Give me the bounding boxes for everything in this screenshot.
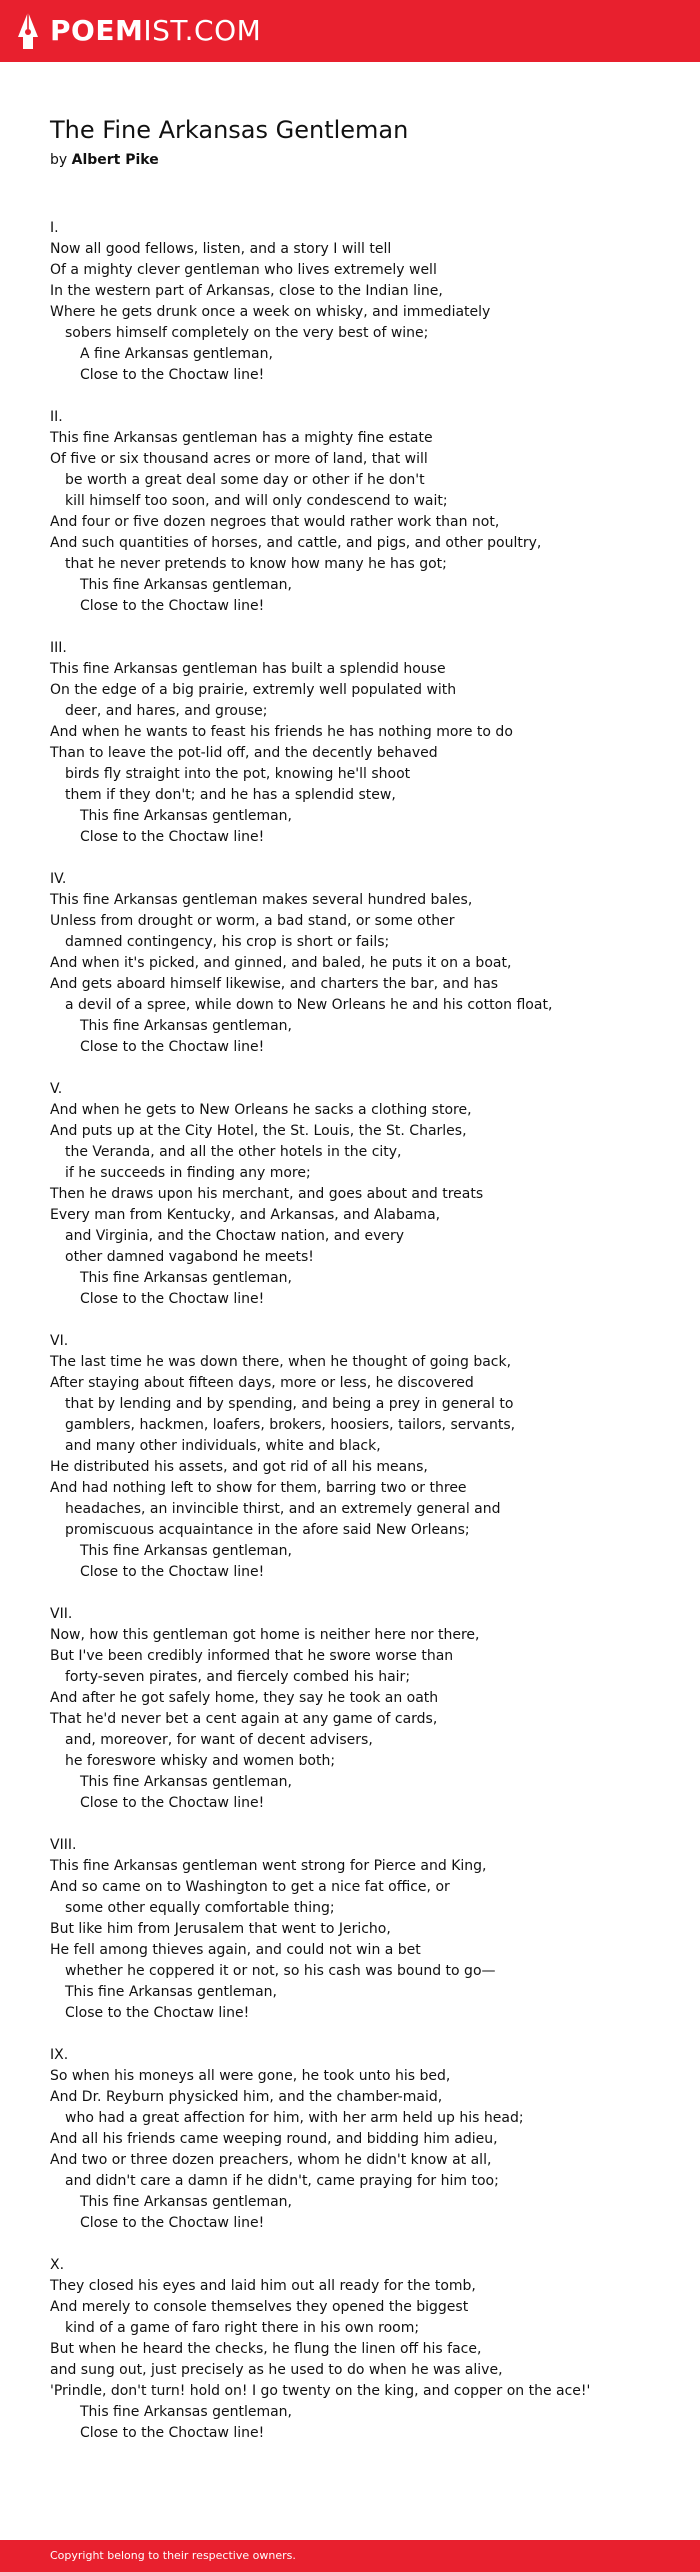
poem-line: deer, and hares, and grouse; [65, 703, 268, 719]
poem-line: some other equally comfortable thing; [65, 1900, 335, 1916]
poem-line: But like him from Jerusalem that went to Jericho, [50, 1921, 391, 1937]
poem-line: who had a great affection for him, with her arm held up his head; [65, 2110, 524, 2126]
poem-line: He fell among thieves again, and could not win a bet [50, 1942, 421, 1958]
poem-line: the Veranda, and all the other hotels in the city, [65, 1144, 402, 1160]
poem-line: that he never pretends to know how many he has got; [65, 556, 447, 572]
poem-line: This fine Arkansas gentleman, [80, 1270, 292, 1286]
poem-line: And all his friends came weeping round, and bidding him adieu, [50, 2131, 498, 2147]
poem-line: But when he heard the checks, he flung the linen off his face, [50, 2341, 482, 2357]
poem-line: damned contingency, his crop is short or fails; [65, 934, 390, 950]
poem-line: Than to leave the pot-lid off, and the decently behaved [50, 745, 438, 761]
stanza [50, 1604, 670, 1814]
stanza-number: II. [50, 409, 63, 425]
poem-line: This fine Arkansas gentleman, [80, 1018, 292, 1034]
stanza [50, 407, 670, 617]
poem-line: And two or three dozen preachers, whom he didn't know at all, [50, 2152, 492, 2168]
poem-byline [50, 150, 159, 170]
poem-line: This fine Arkansas gentleman, [65, 1984, 277, 2000]
poem-line: They closed his eyes and laid him out all ready for the tomb, [50, 2278, 476, 2294]
poem-line: And so came on to Washington to get a nice fat office, or [50, 1879, 450, 1895]
poem-line: And such quantities of horses, and cattle, and pigs, and other poultry, [50, 535, 542, 551]
poem-line: Close to the Choctaw line! [80, 2215, 265, 2231]
poem-line: Close to the Choctaw line! [80, 2425, 265, 2441]
copyright-text: Copyright belong to their respective owners. [50, 2549, 296, 2562]
site-footer [0, 2540, 700, 2572]
poem-line: And four or five dozen negroes that would rather work than not, [50, 514, 500, 530]
stanza-number: IV. [50, 871, 67, 887]
poem-line: After staying about fifteen days, more or less, he discovered [50, 1375, 474, 1391]
poem-line: This fine Arkansas gentleman went strong for Pierce and King, [50, 1858, 487, 1874]
poem-line: kill himself too soon, and will only condescend to wait; [65, 493, 448, 509]
poem-line: Of a mighty clever gentleman who lives extremely well [50, 262, 437, 278]
poem-line: And when he wants to feast his friends he has nothing more to do [50, 724, 513, 740]
poem-line: This fine Arkansas gentleman has a mighty fine estate [50, 430, 433, 446]
poem-line: He distributed his assets, and got rid of all his means, [50, 1459, 428, 1475]
stanza [50, 1079, 670, 1310]
poem-line: Close to the Choctaw line! [80, 1795, 265, 1811]
poem-line: A fine Arkansas gentleman, [80, 346, 273, 362]
poem-line: them if they don't; and he has a splendid stew, [65, 787, 396, 803]
site-logo-text: POEMIST.COM [50, 14, 262, 47]
stanza [50, 869, 670, 1058]
poem-line: if he succeeds in finding any more; [65, 1165, 311, 1181]
site-header [0, 0, 700, 62]
poem-line: Now all good fellows, listen, and a story I will tell [50, 241, 392, 257]
poem-line: This fine Arkansas gentleman, [80, 1543, 292, 1559]
site-logo-link[interactable] [16, 11, 261, 51]
stanza-number: IX. [50, 2047, 69, 2063]
poem-line: forty-seven pirates, and fiercely combed his hair; [65, 1669, 411, 1685]
poem-body [50, 218, 670, 2465]
stanza-number: VI. [50, 1333, 69, 1349]
stanza-number: I. [50, 220, 59, 236]
poem-line: Unless from drought or worm, a bad stand, or some other [50, 913, 455, 929]
poem-line: promiscuous acquaintance in the afore said New Orleans; [65, 1522, 470, 1538]
poem-line: and sung out, just precisely as he used to do when he was alive, [50, 2362, 503, 2378]
by-label: by [50, 152, 68, 168]
stanza [50, 2255, 670, 2444]
poem-line: and Virginia, and the Choctaw nation, and every [65, 1228, 405, 1244]
poem-line: This fine Arkansas gentleman, [80, 808, 292, 824]
stanza [50, 1835, 670, 2024]
poem-line: Close to the Choctaw line! [80, 598, 265, 614]
stanza [50, 638, 670, 848]
poem-line: Close to the Choctaw line! [80, 829, 265, 845]
poem-line: 'Prindle, don't turn! hold on! I go twenty on the king, and copper on the ace!' [50, 2383, 591, 2399]
poem-line: On the edge of a big prairie, extremly well populated with [50, 682, 457, 698]
stanza [50, 218, 670, 386]
poem-line: Of five or six thousand acres or more of land, that will [50, 451, 428, 467]
poem-line: That he'd never bet a cent again at any game of cards, [50, 1711, 438, 1727]
poem-line: gamblers, hackmen, loafers, brokers, hoosiers, tailors, servants, [65, 1417, 516, 1433]
poem-line: sobers himself completely on the very best of wine; [65, 325, 429, 341]
pen-nib-icon [16, 11, 40, 51]
poem-line: Close to the Choctaw line! [80, 367, 265, 383]
stanza-number: VII. [50, 1606, 73, 1622]
stanza-number: III. [50, 640, 67, 656]
poem-line: Close to the Choctaw line! [65, 2005, 250, 2021]
poem-line: a devil of a spree, while down to New Orleans he and his cotton float, [65, 997, 553, 1013]
poem-line: And when it's picked, and ginned, and baled, he puts it on a boat, [50, 955, 512, 971]
poem-line: Close to the Choctaw line! [80, 1039, 265, 1055]
poem-line: This fine Arkansas gentleman, [80, 577, 292, 593]
poem-line: This fine Arkansas gentleman, [80, 2194, 292, 2210]
poem-line: So when his moneys all were gone, he took unto his bed, [50, 2068, 451, 2084]
poem-line: be worth a great deal some day or other if he don't [65, 472, 425, 488]
poem-line: and, moreover, for want of decent advisers, [65, 1732, 373, 1748]
poem-line: headaches, an invincible thirst, and an extremely general and [65, 1501, 501, 1517]
poem-title: The Fine Arkansas Gentleman [50, 116, 409, 144]
poem-line: Every man from Kentucky, and Arkansas, and Alabama, [50, 1207, 441, 1223]
poem-line: that by lending and by spending, and being a prey in general to [65, 1396, 514, 1412]
poem-line: Now, how this gentleman got home is neither here nor there, [50, 1627, 480, 1643]
poem-line: This fine Arkansas gentleman, [80, 1774, 292, 1790]
poem-line: Then he draws upon his merchant, and goes about and treats [50, 1186, 484, 1202]
poem-line: And puts up at the City Hotel, the St. Louis, the St. Charles, [50, 1123, 467, 1139]
poem-line: he foreswore whisky and women both; [65, 1753, 336, 1769]
stanza [50, 2045, 670, 2234]
poem-line: birds fly straight into the pot, knowing he'll shoot [65, 766, 411, 782]
poem-author: Albert Pike [71, 152, 159, 168]
poem-line: This fine Arkansas gentleman has built a splendid house [50, 661, 446, 677]
stanza-number: V. [50, 1081, 63, 1097]
stanza-number: VIII. [50, 1837, 77, 1853]
poem-line: And when he gets to New Orleans he sacks a clothing store, [50, 1102, 472, 1118]
poem-line: and many other individuals, white and black, [65, 1438, 381, 1454]
poem-line: This fine Arkansas gentleman makes several hundred bales, [50, 892, 473, 908]
poem-line: kind of a game of faro right there in his own room; [65, 2320, 420, 2336]
poem-line: And merely to console themselves they opened the biggest [50, 2299, 469, 2315]
stanza [50, 1331, 670, 1583]
poem-line: And had nothing left to show for them, barring two or three [50, 1480, 467, 1496]
poem-line: In the western part of Arkansas, close to the Indian line, [50, 283, 443, 299]
poem-line: And gets aboard himself likewise, and charters the bar, and has [50, 976, 499, 992]
poem-line: Close to the Choctaw line! [80, 1291, 265, 1307]
poem-line: Where he gets drunk once a week on whisky, and immediately [50, 304, 491, 320]
poem-line: Close to the Choctaw line! [80, 1564, 265, 1580]
poem-line: other damned vagabond he meets! [65, 1249, 314, 1265]
poem-line: This fine Arkansas gentleman, [80, 2404, 292, 2420]
stanza-number: X. [50, 2257, 65, 2273]
poem-line: And after he got safely home, they say he took an oath [50, 1690, 439, 1706]
poem-line: whether he coppered it or not, so his cash was bound to go— [65, 1963, 496, 1979]
poem-line: And Dr. Reyburn physicked him, and the chamber-maid, [50, 2089, 443, 2105]
poem-line: But I've been credibly informed that he swore worse than [50, 1648, 454, 1664]
poem-line: The last time he was down there, when he thought of going back, [50, 1354, 512, 1370]
poem-line: and didn't care a damn if he didn't, came praying for him too; [65, 2173, 499, 2189]
